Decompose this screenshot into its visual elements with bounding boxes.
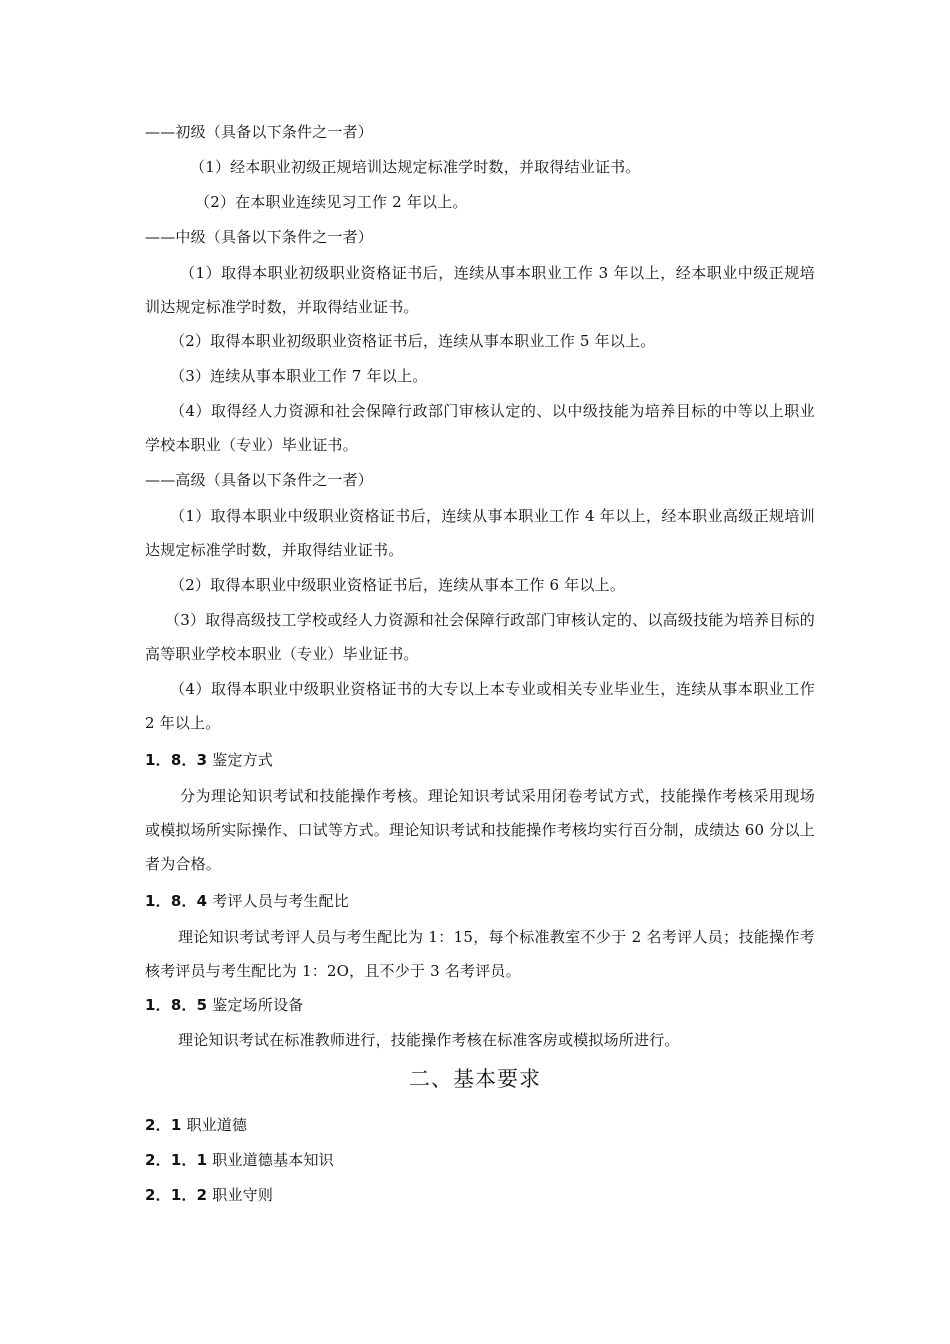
section-1-8-5-paragraph: 理论知识考试在标准教师进行，技能操作考核在标准客房或模拟场所进行。: [178, 1031, 680, 1049]
senior-condition-4: （4）取得本职业中级职业资格证书的大专以上本专业或相关专业毕业生，连续从事本职业工作 2 年以上。: [145, 680, 815, 732]
level-intermediate-heading: ——中级（具备以下条件之一者）: [145, 228, 374, 246]
intermediate-condition-4: （4）取得经人力资源和社会保障行政部门审核认定的、以中级技能为培养目标的中等以上职业学校本职业（专业）毕业证书。: [145, 402, 815, 454]
level-senior-heading: ——高级（具备以下条件之一者）: [145, 471, 374, 489]
intermediate-condition-1: （1）取得本职业初级职业资格证书后，连续从事本职业工作 3 年以上，经本职业中级正规培训达规定标准学时数，并取得结业证书。: [145, 264, 815, 316]
section-title: 考评人员与考生配比: [212, 892, 350, 910]
section-title: 鉴定方式: [212, 751, 274, 769]
section-number: 2．1．1: [145, 1151, 208, 1169]
junior-condition-1: （1）经本职业初级正规培训达规定标准学时数，并取得结业证书。: [190, 158, 641, 176]
section-title: 职业道德: [186, 1116, 248, 1134]
section-2-1-heading: [145, 1115, 815, 1135]
section-1-8-4-heading: [145, 891, 815, 911]
section-number: 2．1．2: [145, 1186, 208, 1204]
chapter-title: 二、基本要求: [409, 1067, 541, 1091]
section-number: 1．8．4: [145, 892, 208, 910]
section-title: 鉴定场所设备: [212, 996, 304, 1014]
senior-condition-2: （2）取得本职业中级职业资格证书后，连续从事本工作 6 年以上。: [170, 576, 626, 594]
senior-condition-3: （3）取得高级技工学校或经人力资源和社会保障行政部门审核认定的、以高级技能为培养目标的高等职业学校本职业（专业）毕业证书。: [145, 611, 815, 663]
section-number: 1．8．3: [145, 751, 208, 769]
level-junior-heading: ——初级（具备以下条件之一者）: [145, 123, 374, 141]
junior-condition-2: （2）在本职业连续见习工作 2 年以上。: [195, 193, 468, 211]
section-1-8-3-heading: [145, 750, 815, 770]
section-title: 职业守则: [212, 1186, 274, 1204]
section-1-8-3-paragraph: 分为理论知识考试和技能操作考核。理论知识考试采用闭卷考试方式，技能操作考核采用现场或模拟场所实际操作、口试等方式。理论知识考试和技能操作考核均实行百分制，成绩达 60 分以上者为合格。: [145, 787, 815, 873]
senior-condition-1: （1）取得本职业中级职业资格证书后，连续从事本职业工作 4 年以上，经本职业高级正规培训达规定标准学时数，并取得结业证书。: [145, 507, 815, 559]
section-1-8-4-paragraph: 理论知识考试考评人员与考生配比为 1：15，每个标准教室不少于 2 名考评人员；技能操作考核考评员与考生配比为 1：2O，且不少于 3 名考评员。: [145, 928, 815, 980]
intermediate-condition-3: （3）连续从事本职业工作 7 年以上。: [170, 367, 428, 385]
section-1-8-5-heading: [145, 995, 815, 1015]
section-number: 2．1: [145, 1116, 182, 1134]
section-2-1-1-heading: [145, 1150, 815, 1170]
section-number: 1．8．5: [145, 996, 208, 1014]
section-title: 职业道德基本知识: [212, 1151, 334, 1169]
section-2-1-2-heading: [145, 1185, 815, 1205]
intermediate-condition-2: （2）取得本职业初级职业资格证书后，连续从事本职业工作 5 年以上。: [170, 332, 656, 350]
